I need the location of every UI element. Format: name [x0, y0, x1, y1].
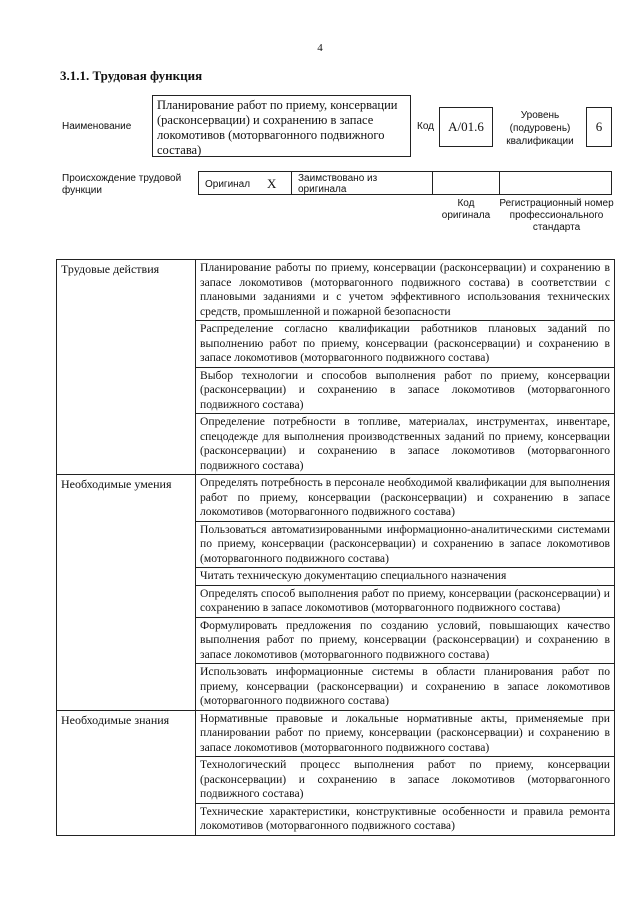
list-item: Формулировать предложения по созданию условий, повышающих качество выполнения работ по приему, консервации (расконсервации) и сохранению в запасе локомотивов (моторвагонного подвижного состава)	[196, 617, 615, 664]
function-name-value: Планирование работ по приему, консервации (расконсервации) и сохранению в запасе локомотивов (моторвагонного подвижного состава)	[157, 98, 398, 157]
borrowed-cell	[291, 171, 433, 195]
page-number: 4	[317, 42, 323, 54]
original-cell	[198, 171, 292, 195]
level-value: 6	[595, 119, 603, 134]
list-item: Читать техническую документацию специального назначения	[196, 568, 615, 586]
table-row	[57, 710, 615, 757]
original-mark: X	[267, 176, 277, 191]
origin-label: Происхождение трудовой функции	[62, 173, 182, 196]
list-item: Технологический процесс выполнения работ по приему, консервации (расконсервации) и сохранению в запасе локомотивов (моторвагонного подвижного состава)	[196, 757, 615, 804]
borrowed-label: Заимствовано из оригинала	[298, 173, 378, 195]
code-value: А/01.6	[448, 119, 484, 134]
reg-number-cell	[499, 171, 612, 195]
origin-row	[198, 171, 612, 195]
level-box	[586, 107, 612, 147]
category-required-skills: Необходимые умения	[57, 475, 196, 711]
code-original-cell	[432, 171, 500, 195]
category-required-knowledge: Необходимые знания	[57, 710, 196, 835]
level-label: Уровень (подуровень) квалификации	[506, 110, 574, 147]
category-labor-actions: Трудовые действия	[57, 260, 196, 475]
section-title: 3.1.1. Трудовая функция	[60, 68, 203, 83]
list-item: Распределение согласно квалификации работников плановых заданий по выполнению работ по приему, консервации (расконсервации) и сохранению в запасе локомотивов (моторвагонного подвижного состава)	[196, 321, 615, 368]
reg-number-label: Регистрационный номер профессионального стандарта	[499, 198, 614, 233]
table-row	[57, 475, 615, 522]
list-item: Пользоваться автоматизированными информационно-аналитическими системами по приему, консервации (расконсервации) и сохранению в запасе локомотивов (моторвагонного подвижного состава)	[196, 521, 615, 568]
list-item: Нормативные правовые и локальные нормативные акты, применяемые при планировании работ по приему, консервации (расконсервации) и сохранению в запасе локомотивов (моторвагонного подвижного состава)	[196, 710, 615, 757]
list-item: Технические характеристики, конструктивные особенности и правила ремонта локомотивов (моторвагонного подвижного состава)	[196, 803, 615, 835]
table-row	[57, 260, 615, 321]
function-name-box	[152, 95, 411, 157]
list-item: Использовать информационные системы в области планирования работ по приему, консервации (расконсервации) и сохранению в запасе локомотивов (моторвагонного подвижного состава)	[196, 664, 615, 711]
original-label: Оригинал	[205, 179, 251, 190]
list-item: Определение потребности в топливе, материалах, инструментах, инвентаре, спецодежде для выполнения производственных заданий по приему, консервации (расконсервации) и сохранению в запасе локомотивов (моторвагонного подвижного состава)	[196, 414, 615, 475]
code-original-label: Код оригинала	[441, 198, 491, 221]
code-label: Код	[417, 121, 435, 132]
name-label: Наименование	[62, 121, 132, 132]
function-table	[56, 259, 615, 836]
list-item: Планирование работы по приему, консервации (расконсервации) и сохранению в запасе локомотивов (моторвагонного подвижного состава) в соответствии с плановыми заданиями и с учетом эффективного использования технических средств, промышленной и пожарной безопасности	[196, 260, 615, 321]
list-item: Выбор технологии и способов выполнения работ по приему, консервации (расконсервации) и сохранению в запасе локомотивов (моторвагонного подвижного состава)	[196, 367, 615, 414]
list-item: Определять потребность в персонале необходимой квалификации для выполнения работ по приему, консервации (расконсервации) и сохранению в запасе локомотивов (моторвагонного подвижного состава)	[196, 475, 615, 522]
list-item: Определять способ выполнения работ по приему, консервации (расконсервации) и сохранению в запасе локомотивов (моторвагонного подвижного состава)	[196, 585, 615, 617]
code-box	[439, 107, 493, 147]
